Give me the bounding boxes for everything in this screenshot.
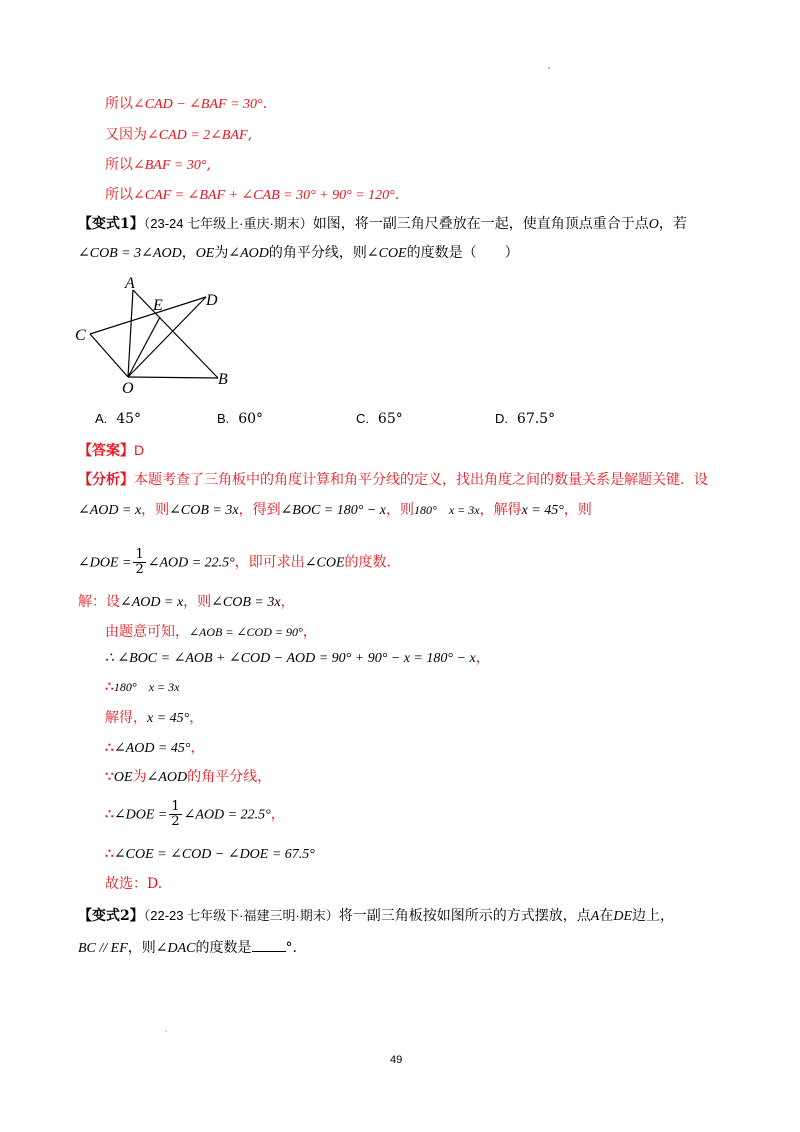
solution-line-10: 故选：D.	[105, 876, 163, 892]
analysis-line-2: ∠AOD = x，则∠COB = 3x，得到∠BOC = 180° − x，则180° x = 3x，解得x = 45°，则	[78, 502, 592, 518]
segment-OE	[128, 317, 160, 377]
label-A: A	[125, 275, 135, 292]
scan-dot-2	[165, 1030, 167, 1032]
segment-OC	[90, 334, 128, 377]
page-number: 49	[390, 1054, 403, 1066]
answer-blank[interactable]	[252, 937, 286, 952]
variant1-question-line-1: 【变式1】（23-24 七年级上·重庆·期末）如图，将一副三角尺叠放在一起，使直角顶点重合于点O，若	[78, 216, 687, 232]
prev-line-2: 又因为∠CAD = 2∠BAF,	[105, 127, 253, 143]
option-d: D. 67.5°	[495, 411, 556, 427]
label-E: E	[153, 297, 163, 314]
variant1-tag: 【变式1】	[78, 216, 144, 232]
variant2-question-line-1: 【变式2】（22-23 七年级下·福建三明·期末）将一副三角板按如图所示的方式摆放，点A在DE边上，	[78, 908, 675, 924]
answer-value: D	[134, 442, 145, 458]
variant2-source: （22-23 七年级下·福建三明·期末）	[143, 908, 339, 923]
prev-line-1: 所以∠CAD − ∠BAF = 30°.	[105, 96, 268, 112]
geometry-figure	[70, 272, 240, 397]
option-b: B. 60°	[217, 411, 264, 427]
label-B: B	[218, 371, 228, 388]
analysis-line-1: 【分析】本题考查了三角板中的角度计算和角平分线的定义，找出角度之间的数量关系是解题关键．设	[78, 472, 708, 488]
solution-line-5: 解得，x = 45°，	[105, 710, 204, 726]
variant1-question-line-2: ∠COB = 3∠AOD，OE为∠AOD的角平分线，则∠COE的度数是（ ）	[78, 245, 519, 261]
analysis-line-3: ∠DOE = $\frac{1}{2}$ ∠AOD = 22.5°，即可求出∠COE的度数．	[78, 547, 401, 577]
scan-dot	[548, 67, 550, 69]
answer-line: 【答案】D	[78, 442, 145, 459]
solution-line-9: ∴∠COE = ∠COD − ∠DOE = 67.5°	[105, 846, 315, 862]
label-D: D	[206, 292, 218, 309]
prev-line-4: 所以∠CAF = ∠BAF + ∠CAB = 30° + 90° = 120°.	[105, 187, 400, 203]
solution-line-3: ∴ ∠BOC = ∠AOB + ∠COD − AOD = 90° + 90° − x = 180° − x，	[105, 650, 490, 666]
option-a: A. 45°	[95, 411, 142, 427]
variant1-source: （23-24 七年级上·重庆·期末）	[143, 216, 313, 231]
solution-line-1: 解：设∠AOD = x，则∠COB = 3x，	[78, 594, 295, 610]
option-c: C. 65°	[356, 411, 403, 427]
solution-line-4: ∴180° x = 3x	[105, 679, 180, 695]
label-O: O	[122, 380, 134, 397]
variant2-question-line-2: BC // EF，则∠DAC的度数是 °．	[78, 937, 307, 959]
solution-line-6: ∴∠AOD = 45°，	[105, 740, 205, 756]
solution-line-7: ∵OE为∠AOD的角平分线，	[105, 769, 272, 785]
segment-OA	[128, 290, 133, 377]
prev-line-3: 所以∠BAF = 30°,	[105, 157, 211, 173]
label-C: C	[75, 327, 86, 344]
segment-OB	[128, 377, 218, 378]
solution-line-2: 由题意可知，∠AOB = ∠COD = 90°，	[105, 624, 317, 640]
solution-line-8: ∴∠DOE = $\frac{1}{2}$ ∠AOD = 22.5°，	[105, 799, 285, 829]
variant2-tag: 【变式2】	[78, 908, 144, 924]
